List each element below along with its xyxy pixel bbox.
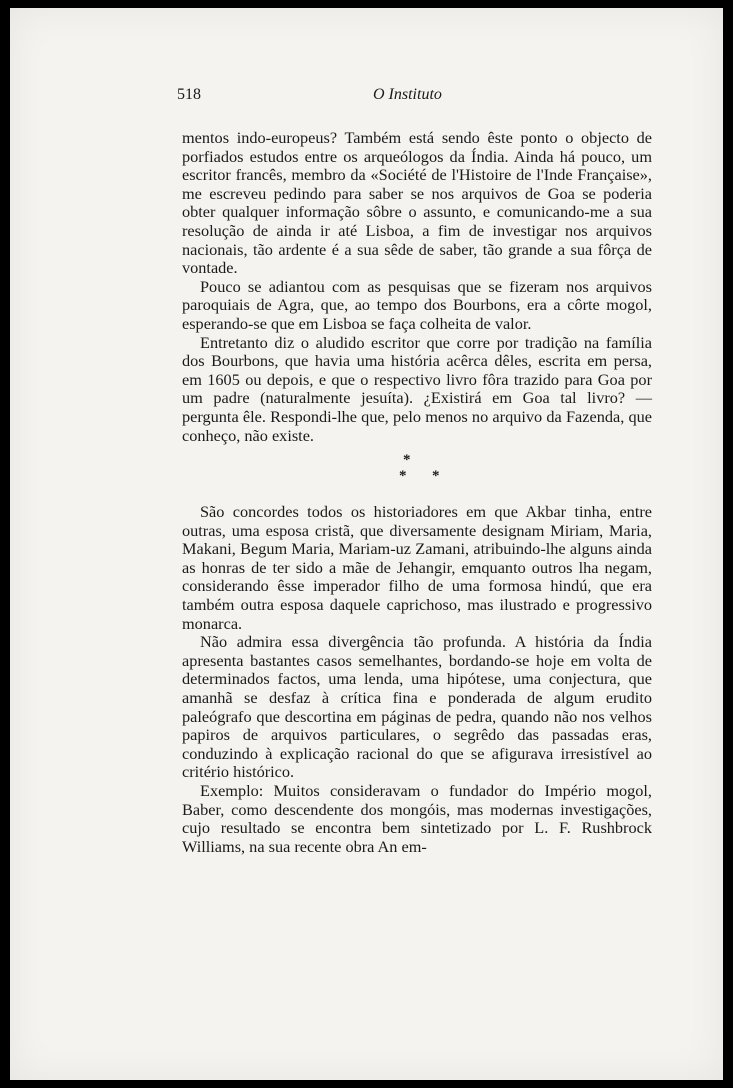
separator-star: * xyxy=(403,452,411,469)
paragraph: Não admira essa divergência tão profunda. A história da Índia apresenta bastantes casos semelhantes, bordando-se hoje em volta de determinados factos, uma lenda, uma hipótese, uma conjectura, que amanhã se desfaz à crítica fina e ponderada de algum erudito paleógrafo que descortina em páginas de pedra, quando não nos velhos papiros de arquivos particulares, o segrêdo das passadas eras, conduzindo à explicação racional do que se afigurava irresistível ao critério histórico. xyxy=(182,632,652,782)
page-number: 518 xyxy=(177,86,201,103)
paragraph: mentos indo-europeus? Também está sendo êste ponto o objecto de porfiados estudos entre os arqueólogos da Índia. Ainda há pouco, um escritor francês, membro da «Société de l'Histoire de l'Inde Française», me escreveu pedindo para saber se nos arquivos de Goa se poderia obter qualquer informação sôbre o assunto, e comunicando-me a sua resolução de ainda ir até Lisboa, a fim de investigar nos arquivos nacionais, tão ardente é a sua sêde de saber, tão grande a sua fôrça de vontade. xyxy=(182,128,652,278)
separator-star: * xyxy=(432,468,440,485)
paragraph: Entretanto diz o aludido escritor que corre por tradição na família dos Bourbons, que havia uma história acêrca dêles, escrita em persa, em 1605 ou depois, e que o respectivo livro fôra trazido para Goa por um padre (naturalmente jesuíta). ¿Existirá em Goa tal livro? — pergunta êle. Respondi-lhe que, pelo menos no arquivo da Fazenda, que conheço, não existe. xyxy=(182,332,652,445)
page-header xyxy=(177,86,645,112)
paragraph: Exemplo: Muitos consideravam o fundador do Império mogol, Baber, como descendente dos mongóis, mas modernas investigações, cujo resultado se encontra bem sintetizado por L. F. Rushbrock Williams, na sua recente obra An em- xyxy=(182,781,652,856)
paragraph: Pouco se adiantou com as pesquisas que se fizeram nos arquivos paroquiais de Agra, que, ao tempo dos Bourbons, era a côrte mogol, esperando-se que em Lisboa se faça colheita de valor. xyxy=(182,276,652,333)
body-text xyxy=(182,129,652,856)
separator-star: * xyxy=(399,468,407,485)
running-title: O Instituto xyxy=(373,86,442,103)
paragraph: São concordes todos os historiadores em que Akbar tinha, entre outras, uma esposa cristã, que diversamente designam Miriam, Maria, Makani, Begum Maria, Mariam-uz Zamani, atribuindo-lhe alguns ainda as honras de ter sido a mãe de Jehangir, emquanto outros lha negam, considerando êsse imperador filho de uma formosa hindú, que era também outra esposa daquele caprichoso, mas ilustrado e progressivo monarca. xyxy=(182,502,652,633)
page-sheet xyxy=(10,8,723,1080)
section-separator xyxy=(182,445,652,503)
